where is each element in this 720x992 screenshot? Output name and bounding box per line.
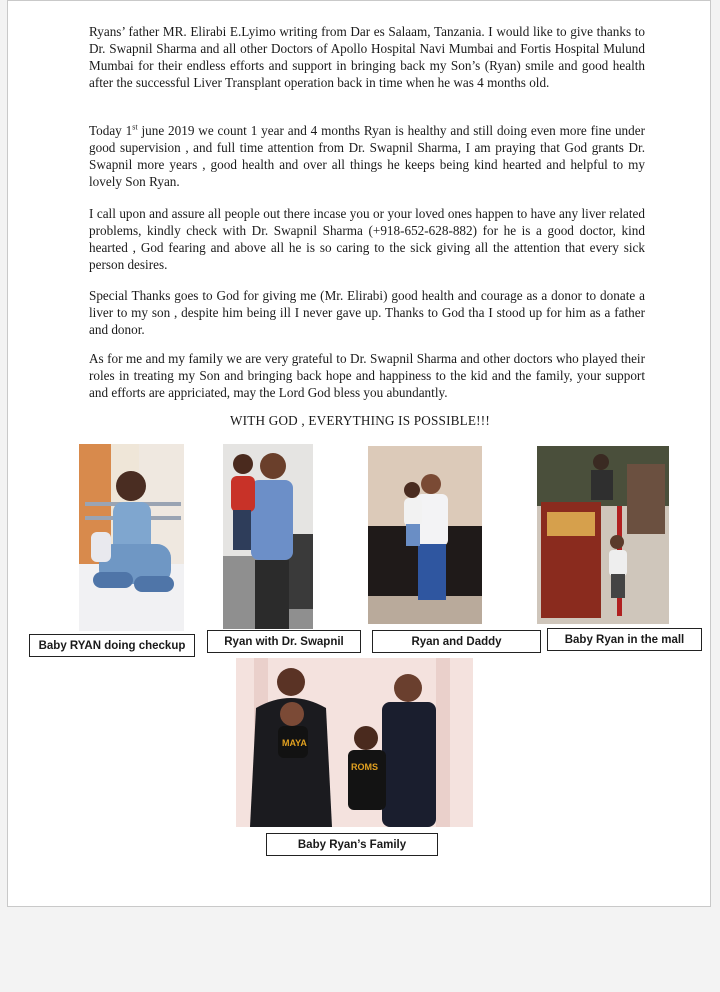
paragraph-today-start: Today 1 [89,123,133,138]
paragraph-grateful: As for me and my family we are very grateful to Dr. Swapnil Sharma and other doctors who played their roles in treating my Son and bringing back hope and happiness to the kid and the family, your support and efforts are appriciated, may the Lord God bless you abundantly. [89,351,645,401]
photo-mall [537,446,669,624]
caption-family: Baby Ryan’s Family [266,833,438,856]
ordinal-suffix: st [132,122,138,132]
caption-mall: Baby Ryan in the mall [547,628,702,651]
paragraph-intro: Ryans’ father MR. Elirabi E.Lyimo writing from Dar es Salaam, Tanzania. I would like to give thanks to Dr. Swapnil Sharma and all other Doctors of Apollo Hospital Navi Mumbai and Fortis Hospital Mulund Mumbai for their endless efforts and support in bringing back my Son’s (Ryan) smile and good health after the successful Liver Transplant operation back in time when he was 4 months old. [89,24,645,91]
photo-with-doctor [223,444,313,629]
paragraph-thanks: Special Thanks goes to God for giving me (Mr. Elirabi) good health and courage as a donor to donate a liver to my son , despite him being ill I never gave up. Thanks to God tha I stood up for him as a father and donor. [89,288,645,338]
photo-family [236,658,473,827]
photo-checkup [79,444,184,631]
paragraph-today [89,122,645,190]
svg-text:ROMS: ROMS [351,762,378,772]
paragraph-today-end: june 2019 we count 1 year and 4 months Ryan is healthy and still doing even more fine under good supervision , and full time attention from Dr. Swapnil Sharma, I am praying that God grants Dr. Swapnil more years , good health and over all things he keeps being kind hearted and helpful to my lovely Son Ryan. [89,123,645,190]
caption-with-doctor: Ryan with Dr. Swapnil [207,630,361,653]
caption-with-daddy: Ryan and Daddy [372,630,541,653]
headline: WITH GOD , EVERYTHING IS POSSIBLE!!! [230,413,490,428]
caption-checkup: Baby RYAN doing checkup [29,634,195,657]
photo-with-daddy [368,446,482,624]
svg-text:MAYA: MAYA [282,738,307,748]
paragraph-call: I call upon and assure all people out there incase you or your loved ones happen to have any liver related problems, kindly check with Dr. Swapnil Sharma (+918-652-628-882) for he is a good doctor, kind hearted , God fearing and above all he is so caring to the sick giving all the attention that every sick person desires. [89,206,645,273]
